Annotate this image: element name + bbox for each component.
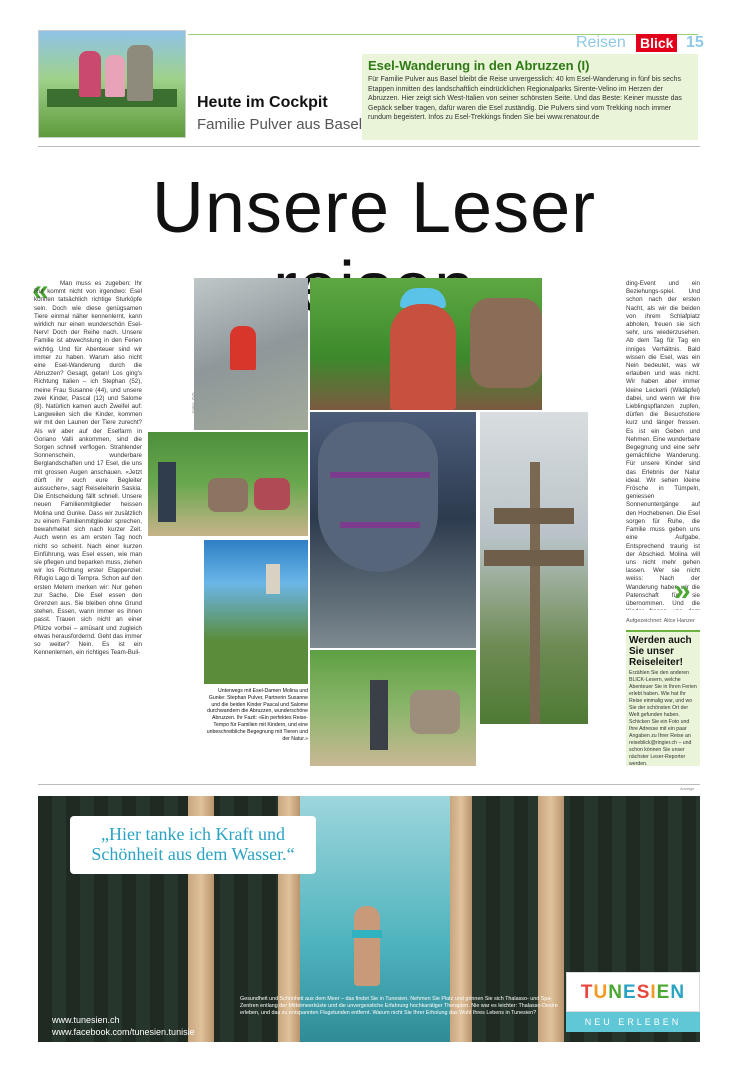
page-number: 15 — [686, 34, 704, 51]
ad-tagline: NEU ERLEBEN — [566, 1012, 700, 1032]
ad-links — [52, 1014, 195, 1038]
cockpit-subtitle: Familie Pulver aus Basel — [197, 116, 363, 133]
ad-body-text: Gesundheit und Schönheit aus dem Meer – das findet Sie in Tunesien. Nehmen Sie Platz und gönnen Sie sich Thalasso- und Spa-Zentren entlang der Mittelmeerküste und die unvergessliche Erfahrung hochkarätiger Therapien. Nie war es leichter: Thalasso-Desire erleben, und das zu entspannten Flugstunden entfernt. Warum nicht Sie Ihrer Erholung das Wohl Ihres Lebens in Tunesien? — [240, 996, 558, 1016]
divider — [38, 146, 700, 147]
box-text: Erzählen Sie den anderen BLICK-Lesern, welche Abenteuer Sie in Ihren Ferien erlebt haben. Wie hat Ihr Reise einmalig war, und wo Sie der schönsten Ort der Welt gefunden haben. Schicken Sie ein Foto und Ihre Adresse mit ein paar Angaben zu Ihrer Reise an reiseblick@ringier.ch – und schon können Sie unser nächster Leser-Reporter werden. — [629, 670, 697, 767]
quote-close-icon: » — [674, 574, 691, 607]
cockpit-family-photo — [38, 30, 186, 138]
photo-tower-hill — [204, 540, 308, 684]
page-headline: Unsere Leser — [151, 168, 597, 248]
quote-open-icon: « — [32, 274, 49, 307]
reader-reporter-box — [626, 630, 700, 766]
ad-url-facebook[interactable]: www.facebook.com/tunesien.tunisie — [52, 1027, 195, 1037]
teaser-box — [362, 54, 698, 140]
photo-signpost — [480, 412, 588, 724]
article-author: Aufgezeichnet: Alice Hanzer — [626, 618, 695, 624]
cockpit-title: Heute im Cockpit — [197, 94, 328, 111]
ad-url-website[interactable]: www.tunesien.ch — [52, 1015, 120, 1025]
article-column-2: ding-Event und ein Beziehungs-spiel. Und schon nach der ersten Nacht, als wir die beiden von ihrem Schlafplatz abholen, freuen sie sich sehr, uns wiederzusehen. Ab dem Tag für Tag ein inniges Verhältnis. Bald wissen die Esel, was ein Nein bedeutet, was wir erlauben und was nicht. Wir haben aber immer kleine Leckerli (Wildäpfel) dabei, und wenn wir ihre Lieblingspflanzen zupfen, dürfen die Besuchstiere kurz und länger fressen. Es ist ein Geben und Nehmen. Eine wunderbare Begegnung und eine sehr gemächliche Wanderung. Für unsere Kinder sind das Erlebnis der Natur ideal. Wir sehen kleine Frösche in Tümpeln, geniessen Sonnenuntergänge auf den Hochebenen. Die Esel sorgen für Ruhe, die Familie muss geben uns eine Aufgabe. Entsprechend traurig ist der Abschied. Molina will uns nicht mehr gehen lassen. Wer sie nicht weiss: Nach der Wanderung haben wir die Patenschaft für sie übernommen. Und die — [626, 280, 700, 607]
brand-logo: Blick — [636, 34, 677, 52]
divider — [38, 784, 700, 785]
box-title: Werden auch Sie unser Reiseleiter! — [629, 635, 692, 668]
article-column-1: Man muss es zugeben: Ihr Ruf kommt nicht von irgendwo: Esel können tatsächlich richtige Sturköpfe sein. Doch wie diese genügsamen Tiere einmal näher kennenlernt, kann wirklich nur einen wunderschön Esel-Nerv! Doch der Reihe nach. Unsere Familie ist abwechslung in den Ferien wichtig. Und für Abenteuer sind wir immer zu haben. Warum also nicht eine Esel-Wanderung durch die Abruzzen? Gesagt, getan! Los ging's Richtung Italien – ich Stephan (52), meine Frau Susanne (44), und unsere zwei Kinder, Pascal (12) und Salome (8). Natürlich kamen auch Zweifel auf: Langweilen sich die Kinder, kommen wir mit den Launen der Tiere zurecht? Als wir aber auf der Eselfarm in Goriano Valli ankommen, sind die Sorgen schnell verflogen. Strahlender Sonnenschein, wunderbare Berglandschaften und 17 Esel, die uns mit grossen Augen anschauen. «Jetzt dürft ihr euch eure Begleiter aussuchen», sagt Reiseleiterin Saskia. Die Entscheidung fällt schnell. Unsere neuen Familienmitglieder heissen Molina und Gunke. Dass wir zusätzlich zu einem Familienmitglieder sprechen, bewahrheitet sich nach kurzer Zeit. Auch wenn es am ersten Tag noch nicht so scheint. Nach einer kurzen Einführung, was Esel essen, wie man sie pflegen und beparken muss, ziehen wir los Richtung erster Etappenziel: Rifugio Lago di Tempra. Schon auf den ersten Metern merken wir: Nur gehen zur Sache. Die Esel essen den Grenzen aus. Sie bleiben ohne Grund stehen. Essen, wann immer es ihnen passt. Trauen sich nicht an einer Pfütze vorbei – amüsant und zugleich etwas herausfordernd. Geht das immer so weiter? Nein. Es ist ein Kennenlernen, ein richtiges Team-Buil- — [34, 280, 142, 657]
teaser-title: Esel-Wanderung in den Abruzzen (I) — [368, 58, 590, 73]
photo-hikers-path — [148, 432, 308, 536]
tunesien-logo: TUNESIEN — [566, 972, 700, 1012]
section-label: Reisen — [576, 34, 626, 51]
photo-caption: Unterwegs mit Esel-Damen Molina und Gunke: Stephan Pulver, Partnerin Susanne und die beiden Kinder Pascal und Salome durchwandern die Abruzzen, wunderschöne Abruzzen. Ihr Fazit: «Ein perfektes Reise-Tempo für Familien mit Kindern, und eine unbeschreibliche Begegnung mit Tieren und der Natur.» — [206, 688, 308, 742]
photo-credit: Fotos: ZVG — [190, 392, 196, 413]
ad-quote: „Hier tanke ich Kraft und Schönheit aus dem Wasser.“ — [70, 816, 316, 874]
photo-donkey-closeup — [310, 412, 476, 648]
teaser-text: Für Familie Pulver aus Basel bleibt die Reise unvergesslich: 40 km Esel-Wanderung in fünf bis sechs Etappen inmitten des landschaftlich eindrücklichen Regionalparks Sirente-Velino im Herzen der Abruzzen. Hier zeigt sich West-Italien von seiner schönsten Seite. Und das Beste: Keiner musste das Gepäck selber tragen, dafür waren die Esel zuständig. Die Pulvers sind vom Trekking noch immer rundum begeistert. Infos zu Esel-Trekkings finden Sie bei www.renatour.de — [368, 76, 682, 121]
photo-girl-donkey — [310, 278, 542, 410]
photo-family-donkeys-trail — [310, 650, 476, 766]
ad-label: Anzeige — [680, 786, 695, 791]
photo-child-rocks — [194, 278, 308, 430]
